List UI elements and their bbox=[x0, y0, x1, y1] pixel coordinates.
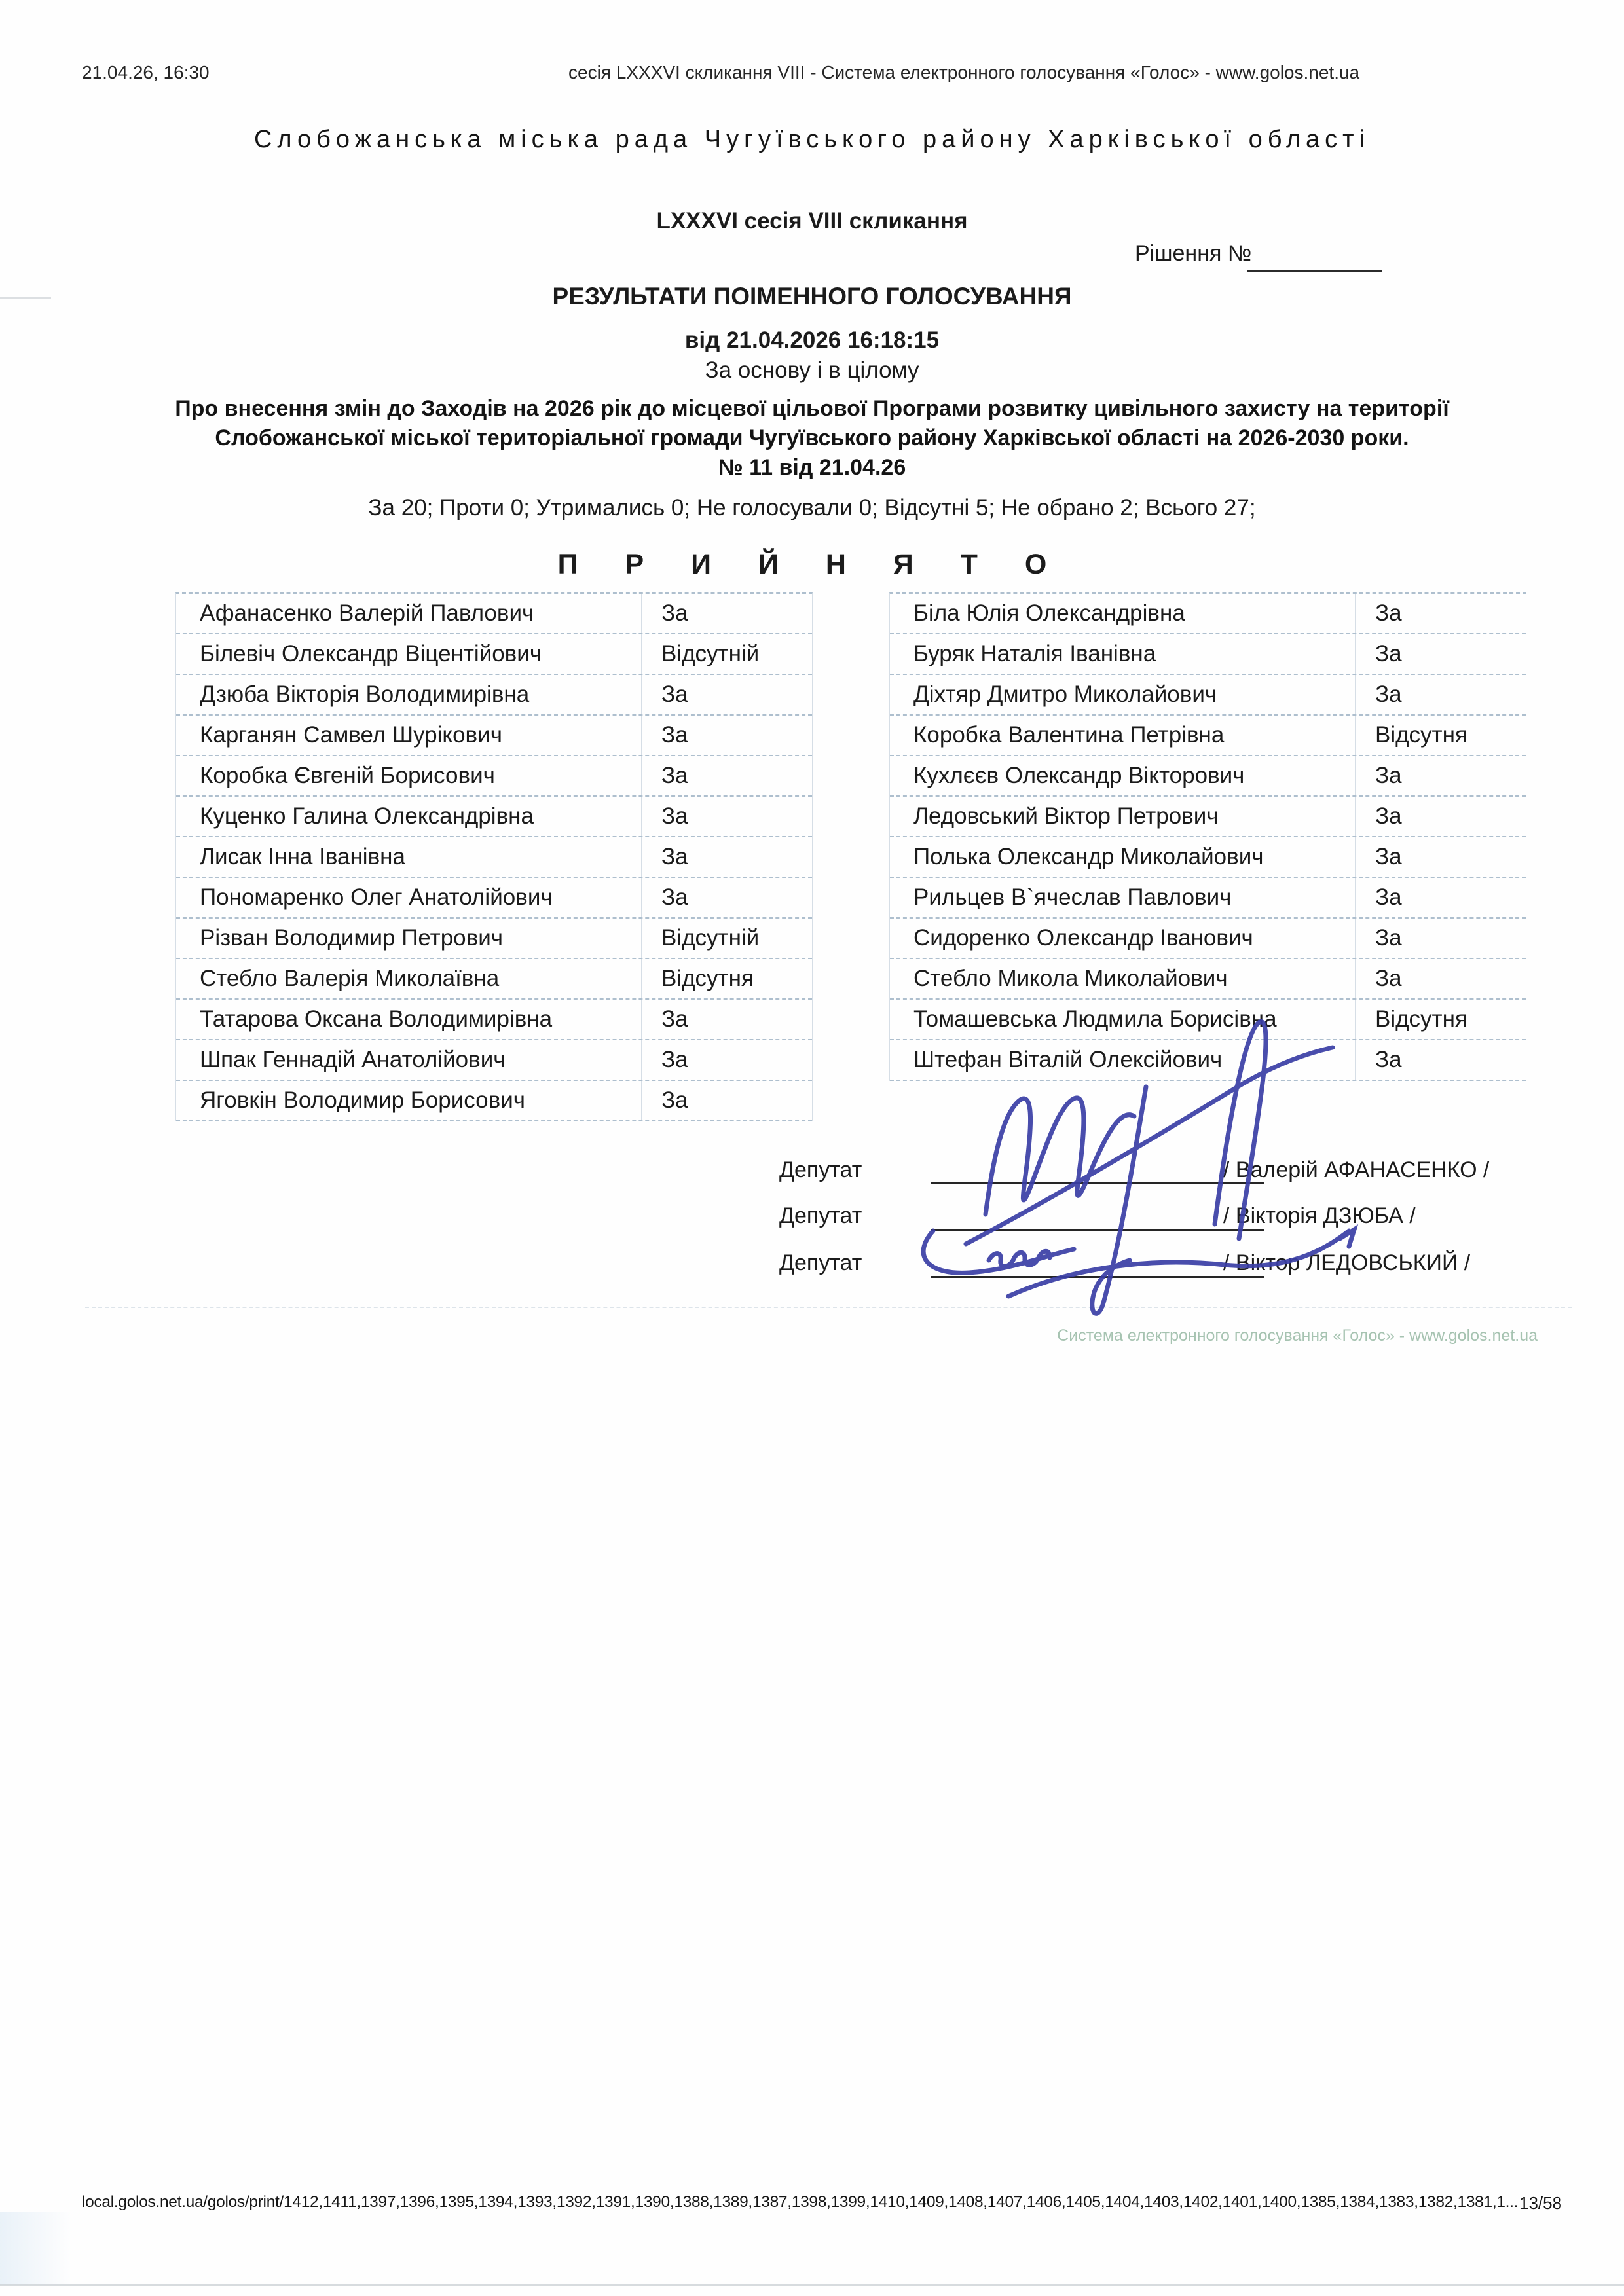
deputy-name: Шпак Геннадій Анатолійович bbox=[200, 1047, 506, 1072]
deputy-name: Рильцев В`ячеслав Павлович bbox=[913, 884, 1232, 910]
deputy-name: Пономаренко Олег Анатолійович bbox=[200, 884, 553, 910]
deputy-name: Білевіч Олександр Віцентійович bbox=[200, 641, 542, 666]
table-row bbox=[176, 837, 812, 878]
table-row bbox=[176, 594, 812, 634]
deputy-vote: За bbox=[641, 594, 812, 633]
decision-number-blank-line bbox=[1247, 270, 1382, 272]
voting-table-left bbox=[175, 592, 813, 1121]
deputy-vote: Відсутній bbox=[641, 919, 812, 958]
deputy-name: Діхтяр Дмитро Миколайович bbox=[913, 682, 1217, 707]
table-row bbox=[890, 756, 1526, 797]
table-row bbox=[890, 594, 1526, 634]
print-session-info: сесія LXXXVI скликання VIII - Система електронного голосування «Голос» - www.golos.net.ua bbox=[568, 62, 1360, 82]
deputy-vote: За bbox=[641, 1081, 812, 1120]
handwritten-signature-ink-icon bbox=[871, 1008, 1382, 1316]
deputy-name: Куценко Галина Олександрівна bbox=[200, 803, 534, 829]
deputy-name: Лисак Інна Іванівна bbox=[200, 844, 405, 869]
deputy-name: Ледовський Віктор Петрович bbox=[913, 803, 1219, 829]
deputy-vote: За bbox=[641, 878, 812, 917]
print-page-number: 13/58 bbox=[1519, 2193, 1562, 2213]
vote-datetime: від 21.04.2026 16:18:15 bbox=[684, 327, 940, 353]
deputy-name: Штефан Віталій Олексійович bbox=[913, 1047, 1223, 1072]
table-row bbox=[890, 919, 1526, 959]
signature-role-label: Депутат bbox=[779, 1203, 862, 1228]
deputy-name: Біла Юлія Олександрівна bbox=[913, 600, 1185, 626]
table-row bbox=[176, 675, 812, 716]
deputy-name: Різван Володимир Петрович bbox=[200, 925, 504, 951]
deputy-vote: За bbox=[641, 1000, 812, 1039]
deputy-name: Яговкін Володимир Борисович bbox=[200, 1087, 525, 1113]
results-title: РЕЗУЛЬТАТИ ПОІМЕННОГО ГОЛОСУВАННЯ bbox=[552, 283, 1072, 310]
signer-name: / Віктор ЛЕДОВСЬКИЙ / bbox=[1223, 1250, 1471, 1275]
table-row bbox=[176, 797, 812, 837]
deputy-vote: За bbox=[1355, 959, 1526, 998]
system-watermark: Система електронного голосування «Голос» - www.golos.net.ua bbox=[1057, 1326, 1538, 1345]
table-row bbox=[176, 919, 812, 959]
deputy-vote: За bbox=[641, 797, 812, 836]
table-row bbox=[890, 675, 1526, 716]
deputy-vote: За bbox=[1355, 878, 1526, 917]
deputy-name: Буряк Наталія Іванівна bbox=[913, 641, 1156, 666]
vote-subject-number: № 11 від 21.04.26 bbox=[718, 455, 906, 480]
deputy-vote: За bbox=[641, 756, 812, 795]
print-timestamp: 21.04.26, 16:30 bbox=[82, 62, 210, 82]
deputy-name: Полька Олександр Миколайович bbox=[913, 844, 1264, 869]
deputy-name: Коробка Євгеній Борисович bbox=[200, 763, 495, 788]
table-row bbox=[890, 959, 1526, 1000]
print-footer-url: local.golos.net.ua/golos/print/1412,1411,1397,1396,1395,1394,1393,1392,1391,1390,1388,1389,1387,1398,1399,1410,1409,1408,1407,1406,1405,1404,1403,1402,1401,1400,1385,1384,1383,1382,1381,1... bbox=[82, 2193, 1519, 2211]
deputy-vote: За bbox=[641, 675, 812, 714]
scan-bottom-line-artifact bbox=[0, 2284, 1624, 2286]
signature-role-label: Депутат bbox=[779, 1157, 862, 1182]
deputy-vote: За bbox=[1355, 756, 1526, 795]
deputy-vote: За bbox=[1355, 1040, 1526, 1080]
session-line: LXXXVI сесія VIII скликання bbox=[656, 208, 968, 234]
vote-subject: Про внесення змін до Заходів на 2026 рік до місцевої цільової Програми розвитку цивільного захисту на території Слобожанської міської територіальної громади Чугуївського району Харківської області на 2026-2030 роки. bbox=[175, 396, 1449, 450]
deputy-name: Коробка Валентина Петрівна bbox=[913, 722, 1225, 748]
deputy-vote: За bbox=[1355, 837, 1526, 877]
table-row bbox=[176, 878, 812, 919]
deputy-vote: Відсутня bbox=[641, 959, 812, 998]
deputy-name: Стебло Микола Миколайович bbox=[913, 966, 1228, 991]
scan-corner-tint-artifact bbox=[0, 2212, 72, 2285]
deputy-vote: За bbox=[641, 837, 812, 877]
council-title: Слобожанська міська рада Чугуївського району Харківської області bbox=[253, 126, 1371, 153]
decision-status: П Р И Й Н Я Т О bbox=[557, 549, 1067, 580]
table-row bbox=[890, 797, 1526, 837]
table-row bbox=[890, 634, 1526, 675]
deputy-vote: Відсутній bbox=[641, 634, 812, 674]
scan-edge-artifact bbox=[0, 297, 51, 299]
signature-role-label: Депутат bbox=[779, 1250, 862, 1275]
deputy-name: Афанасенко Валерій Павлович bbox=[200, 600, 534, 626]
deputy-vote: За bbox=[1355, 797, 1526, 836]
deputy-name: Сидоренко Олександр Іванович bbox=[913, 925, 1253, 951]
decision-number-label: Рішення № bbox=[1135, 241, 1252, 266]
table-row bbox=[890, 837, 1526, 878]
table-row bbox=[176, 634, 812, 675]
table-row bbox=[176, 1000, 812, 1040]
deputy-name: Стебло Валерія Миколаївна bbox=[200, 966, 500, 991]
deputy-vote: За bbox=[1355, 675, 1526, 714]
table-row bbox=[176, 756, 812, 797]
deputy-name: Томашевська Людмила Борисівна bbox=[913, 1006, 1277, 1032]
vote-subject-block bbox=[151, 394, 1473, 483]
deputy-vote: Відсутня bbox=[1355, 716, 1526, 755]
deputy-vote: За bbox=[1355, 594, 1526, 633]
table-row bbox=[176, 716, 812, 756]
table-row bbox=[176, 959, 812, 1000]
deputy-name: Татарова Оксана Володимирівна bbox=[200, 1006, 553, 1032]
signer-name: / Вікторія ДЗЮБА / bbox=[1223, 1203, 1416, 1228]
table-row bbox=[890, 716, 1526, 756]
table-row bbox=[176, 1081, 812, 1121]
vote-totals: За 20; Проти 0; Утримались 0; Не голосували 0; Відсутні 5; Не обрано 2; Всього 27; bbox=[368, 495, 1256, 520]
vote-basis: За основу і в цілому bbox=[705, 357, 919, 383]
deputy-name: Карганян Самвел Шурікович bbox=[200, 722, 502, 748]
deputy-name: Дзюба Вікторія Володимирівна bbox=[200, 682, 530, 707]
deputy-name: Кухлєєв Олександр Вікторович bbox=[913, 763, 1245, 788]
deputy-vote: За bbox=[641, 1040, 812, 1080]
deputy-vote: Відсутня bbox=[1355, 1000, 1526, 1039]
deputy-vote: За bbox=[1355, 919, 1526, 958]
signer-name: / Валерій АФАНАСЕНКО / bbox=[1223, 1157, 1490, 1182]
table-row bbox=[890, 878, 1526, 919]
deputy-vote: За bbox=[641, 716, 812, 755]
deputy-vote: За bbox=[1355, 634, 1526, 674]
table-row bbox=[176, 1040, 812, 1081]
